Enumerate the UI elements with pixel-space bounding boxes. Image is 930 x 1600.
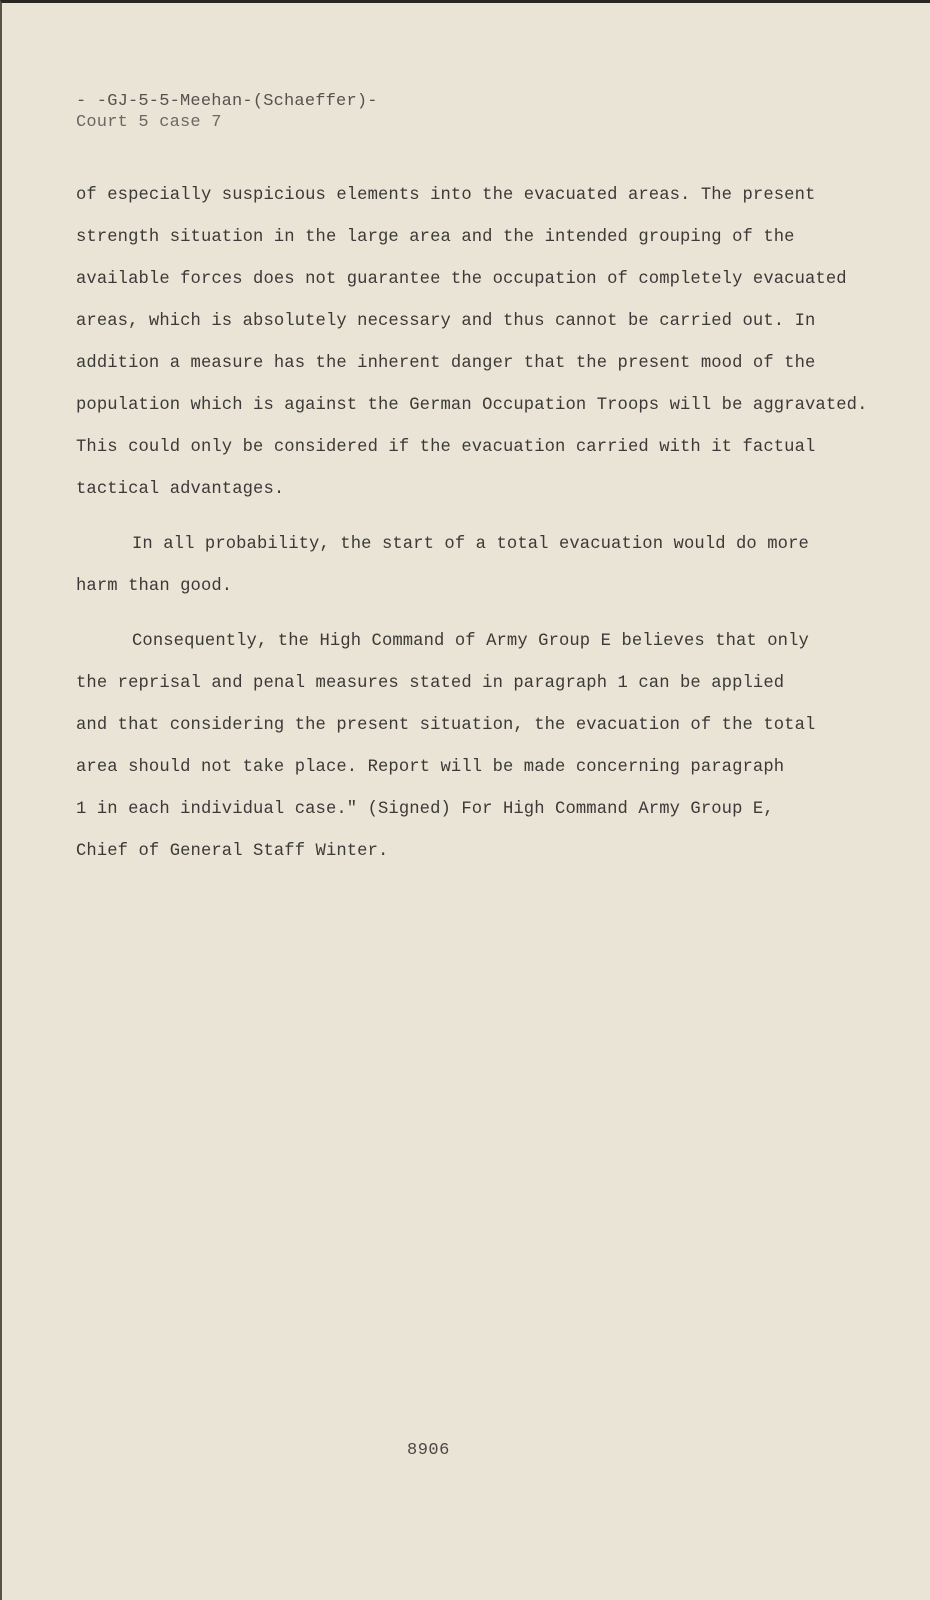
text-line: and that considering the present situation, the evacuation of the total (76, 716, 816, 735)
text-line: area should not take place. Report will be made concerning paragraph (76, 758, 785, 777)
text-line: 1 in each individual case." (Signed) For High Command Army Group E, (76, 800, 774, 819)
text-line: This could only be considered if the evacuation carried with it factual (76, 438, 816, 457)
text-line: areas, which is absolutely necessary and thus cannot be carried out. In (76, 312, 816, 331)
document-body (76, 175, 868, 886)
page-header (76, 91, 378, 133)
paragraph-2 (76, 524, 836, 608)
text-line: the reprisal and penal measures stated in paragraph 1 can be applied (76, 674, 785, 693)
paragraph-3 (76, 621, 836, 873)
paragraph-1 (76, 175, 868, 511)
text-line: addition a measure has the inherent danger that the present mood of the (76, 354, 816, 373)
text-line: harm than good. (76, 577, 233, 596)
text-line: of especially suspicious elements into the evacuated areas. The present (76, 186, 816, 205)
text-line: Chief of General Staff Winter. (76, 842, 389, 861)
text-line: Consequently, the High Command of Army Group E believes that only (132, 632, 809, 651)
text-line: In all probability, the start of a total evacuation would do more (132, 535, 809, 554)
text-line: population which is against the German Occupation Troops will be aggravated. (76, 396, 868, 415)
text-line: available forces does not guarantee the occupation of completely evacuated (76, 270, 847, 289)
text-line: strength situation in the large area and the intended grouping of the (76, 228, 795, 247)
text-line: tactical advantages. (76, 480, 285, 499)
header-court-case: Court 5 case 7 (76, 113, 222, 132)
header-case-reference: - -GJ-5-5-Meehan-(Schaeffer)- (76, 92, 378, 111)
page-number: 8906 (407, 1441, 450, 1460)
